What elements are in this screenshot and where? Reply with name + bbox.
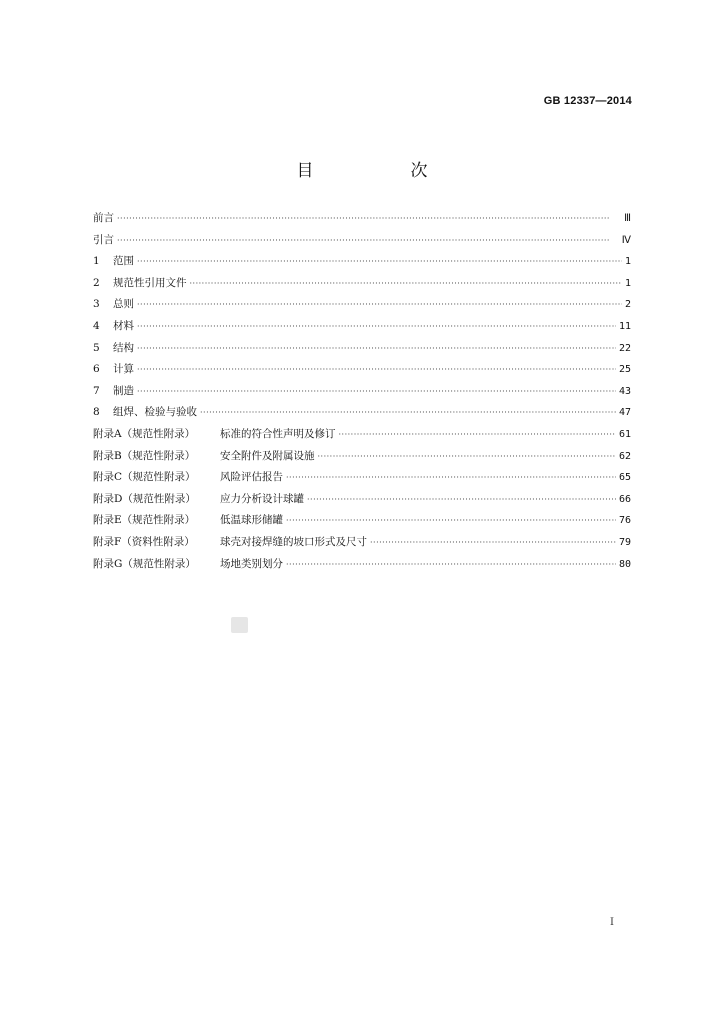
toc-entry[interactable] xyxy=(93,489,631,511)
toc-entry-number: 2 xyxy=(93,276,100,289)
toc-entry-number: 3 xyxy=(93,298,100,311)
dot-leader xyxy=(286,467,616,489)
dot-leader xyxy=(190,273,622,295)
toc-appendix-designation: 附录B（规范性附录） xyxy=(93,449,196,462)
toc-entry-page: 76 xyxy=(618,515,631,527)
toc-entry-number: 6 xyxy=(93,363,100,376)
toc-entry[interactable] xyxy=(93,230,631,252)
dot-leader xyxy=(117,208,621,230)
dot-leader xyxy=(137,294,622,316)
toc-entry-label xyxy=(93,467,283,489)
dot-leader xyxy=(318,446,616,468)
toc-entry[interactable] xyxy=(93,446,631,468)
dot-leader xyxy=(200,402,616,424)
toc-entry[interactable] xyxy=(93,294,631,316)
toc-entry[interactable] xyxy=(93,251,631,273)
toc-entry-label xyxy=(93,251,134,273)
scan-artifact-mark xyxy=(231,617,248,633)
dot-leader xyxy=(339,424,616,446)
toc-entry-label xyxy=(93,338,134,360)
toc-entry-label xyxy=(93,510,283,532)
toc-entry-label xyxy=(93,381,134,403)
dot-leader xyxy=(286,554,616,576)
toc-appendix-designation: 附录A（规范性附录） xyxy=(93,427,196,440)
toc-entry-page: 43 xyxy=(618,385,631,397)
toc-entry-title: 制造 xyxy=(113,384,134,397)
toc-entry-page: 25 xyxy=(618,364,631,376)
toc-entry-title: 风险评估报告 xyxy=(220,471,283,484)
toc-appendix-designation: 附录G（规范性附录） xyxy=(93,557,196,570)
toc-entry-page: 22 xyxy=(618,342,631,354)
toc-entry[interactable] xyxy=(93,424,631,446)
toc-entry[interactable] xyxy=(93,359,631,381)
toc-entry[interactable] xyxy=(93,532,631,554)
toc-appendix-designation: 附录F（资料性附录） xyxy=(93,535,195,548)
toc-entry-page: 62 xyxy=(618,450,631,462)
toc-entry-title: 总则 xyxy=(113,298,134,311)
toc-appendix-designation: 附录C（规范性附录） xyxy=(93,471,196,484)
toc-entry[interactable] xyxy=(93,338,631,360)
standard-code: GB 12337—2014 xyxy=(543,95,632,107)
toc-entry-page: 11 xyxy=(618,320,631,332)
toc-appendix-designation: 附录E（规范性附录） xyxy=(93,514,196,527)
toc-entry-label xyxy=(93,424,336,446)
toc-entry-label xyxy=(93,489,304,511)
toc-entry[interactable] xyxy=(93,208,631,230)
toc-entry-label xyxy=(93,294,134,316)
toc-entry[interactable] xyxy=(93,467,631,489)
toc-entry-title: 规范性引用文件 xyxy=(113,276,187,289)
table-of-contents xyxy=(93,208,631,575)
toc-entry-label xyxy=(93,402,197,424)
toc-entry-label xyxy=(93,359,134,381)
toc-entry-label xyxy=(93,554,283,576)
toc-entry-page: 79 xyxy=(618,536,631,548)
toc-entry-label xyxy=(93,208,114,230)
dot-leader xyxy=(137,359,616,381)
toc-entry-title: 场地类别划分 xyxy=(220,557,283,570)
toc-entry-number: 8 xyxy=(93,406,100,419)
toc-entry-page: 47 xyxy=(618,407,631,419)
toc-entry-label xyxy=(93,316,134,338)
toc-entry-page: Ⅲ xyxy=(624,213,631,224)
toc-entry-label xyxy=(93,532,367,554)
toc-entry-title: 应力分析设计球罐 xyxy=(220,492,304,505)
toc-entry-title: 低温球形储罐 xyxy=(220,514,283,527)
toc-entry[interactable] xyxy=(93,316,631,338)
toc-entry-label xyxy=(93,446,315,468)
toc-entry-page: 1 xyxy=(624,277,631,289)
toc-entry-title: 计算 xyxy=(113,363,134,376)
toc-entry-number: 1 xyxy=(93,255,100,268)
dot-leader xyxy=(137,381,616,403)
toc-entry-page: 80 xyxy=(618,558,631,570)
dot-leader xyxy=(137,251,622,273)
toc-entry[interactable] xyxy=(93,402,631,424)
toc-entry-number: 7 xyxy=(93,384,100,397)
toc-entry-page: Ⅳ xyxy=(621,234,631,246)
dot-leader xyxy=(137,338,616,360)
toc-appendix-designation: 附录D（规范性附录） xyxy=(93,492,196,505)
toc-entry-page: 61 xyxy=(618,428,631,440)
toc-entry-title: 安全附件及附属设施 xyxy=(220,449,315,462)
dot-leader xyxy=(286,510,616,532)
toc-entry-page: 65 xyxy=(618,472,631,484)
dot-leader xyxy=(137,316,616,338)
page-number: I xyxy=(610,917,614,928)
page-title: 目 次 xyxy=(296,161,468,181)
toc-entry-number: 4 xyxy=(93,319,100,332)
toc-entry-label xyxy=(93,230,114,252)
toc-entry-number: 5 xyxy=(93,341,100,354)
toc-entry-title: 球壳对接焊缝的坡口形式及尺寸 xyxy=(220,535,367,548)
dot-leader xyxy=(370,532,616,554)
toc-entry-title: 材料 xyxy=(113,319,134,332)
dot-leader xyxy=(307,489,616,511)
toc-entry-page: 1 xyxy=(624,256,631,268)
toc-entry-page: 66 xyxy=(618,493,631,505)
toc-entry-title: 范围 xyxy=(113,255,134,268)
toc-entry-title: 引言 xyxy=(93,233,114,246)
toc-entry-page: 2 xyxy=(624,299,631,311)
toc-entry-title: 标准的符合性声明及修订 xyxy=(220,427,336,440)
toc-entry[interactable] xyxy=(93,273,631,295)
toc-entry-label xyxy=(93,273,187,295)
toc-entry-title: 结构 xyxy=(113,341,134,354)
toc-entry[interactable] xyxy=(93,554,631,576)
toc-entry[interactable] xyxy=(93,510,631,532)
dot-leader xyxy=(117,230,619,252)
toc-entry[interactable] xyxy=(93,381,631,403)
toc-entry-title: 前言 xyxy=(93,212,114,224)
toc-entry-title: 组焊、检验与验收 xyxy=(113,406,197,419)
